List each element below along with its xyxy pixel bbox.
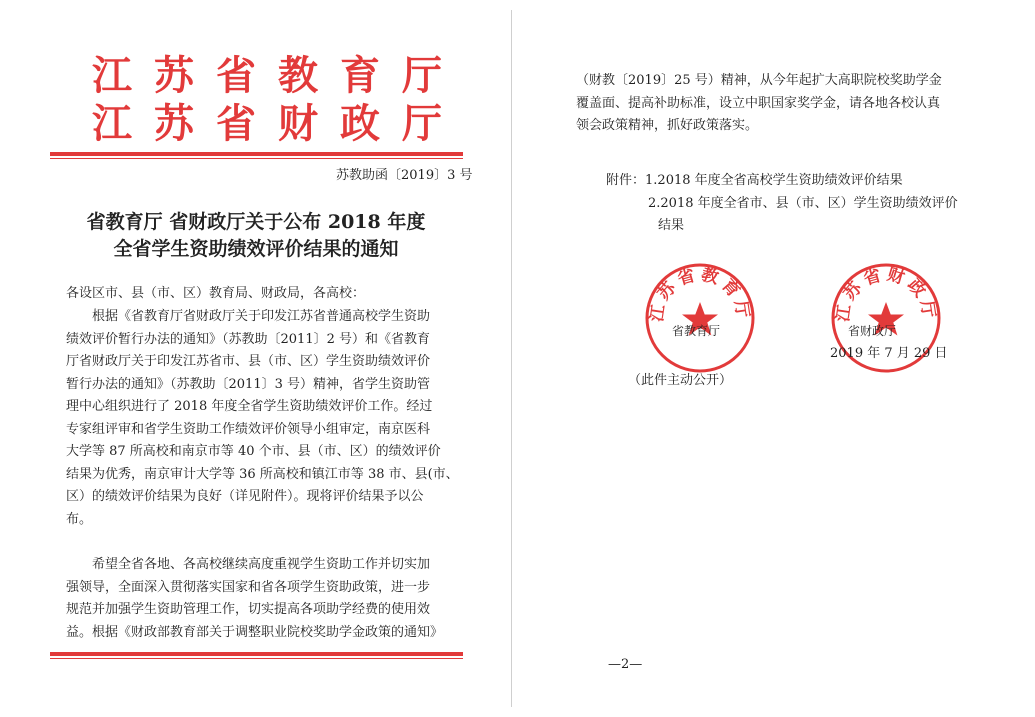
paragraph-line: 领会政策精神，抓好政策落实。 xyxy=(576,118,759,133)
issuer-header-education: 江苏省教育厅 xyxy=(92,52,464,99)
document-title-line2: 全省学生资助绩效评价结果的通知 xyxy=(113,238,399,260)
paragraph-line: 专家组评审和省学生资助工作绩效评价领导小组审定，南京医科 xyxy=(66,421,431,437)
page-divider xyxy=(511,10,512,707)
header-red-rule-thin xyxy=(50,158,463,159)
public-disclosure-note: （此件主动公开） xyxy=(628,373,733,388)
document-title-line1: 省教育厅 省财政厅关于公布 2018 年度 xyxy=(86,211,426,233)
paragraph-line: 益。根据《财政部教育部关于调整职业院校奖助学金政策的通知》 xyxy=(66,624,444,640)
footer-red-rule xyxy=(50,652,463,656)
paragraph-line: 规范并加强学生资助管理工作，切实提高各项助学经费的使用效 xyxy=(66,602,431,617)
attachments-label: 附件： xyxy=(606,173,646,188)
document-number: 苏教助函〔2019〕3 号 xyxy=(336,168,473,183)
header-red-rule xyxy=(50,152,463,156)
page-number: —2— xyxy=(608,657,643,672)
attachments-list xyxy=(606,170,958,238)
paragraph-line: 布。 xyxy=(66,511,93,527)
attachment-item-2-cont: 结果 xyxy=(658,218,685,233)
paragraph-line: 覆盖面、提高补助标准，设立中职国家奖学金，请各地各校认真 xyxy=(576,95,941,111)
paragraph-line: 根据《省教育厅省财政厅关于印发江苏省普通高校学生资助 xyxy=(92,309,431,324)
svg-text:江苏省财政厅: 江苏省财政厅 xyxy=(833,264,939,324)
recipients: 各设区市、县（市、区）教育局、财政局，各高校： xyxy=(66,286,366,301)
paragraph-line: 强领导，全面深入贯彻落实国家和省各项学生资助政策，进一步 xyxy=(66,579,431,595)
paragraph-line: 大学等 87 所高校和南京市等 40 个市、县（市、区）的绩效评价 xyxy=(66,444,441,459)
document-page-left xyxy=(0,0,512,717)
paragraph-line: 区）的绩效评价结果为良好（详见附件）。现将评价结果予以公 xyxy=(66,489,424,504)
issue-date: 2019 年 7 月 29 日 xyxy=(830,346,948,361)
paragraph-line: 绩效评价暂行办法的通知》（苏教助〔2011〕2 号）和《省教育 xyxy=(66,331,430,347)
paragraph-line: 暂行办法的通知》（苏教助〔2011〕3 号）精神，省学生资助管 xyxy=(66,376,430,392)
paragraph-line: 理中心组织进行了 2018 年度全省学生资助绩效评价工作。经过 xyxy=(66,399,433,414)
paragraph-1 xyxy=(66,306,459,531)
continuation-paragraph xyxy=(576,70,942,138)
document-page-right xyxy=(514,0,1035,717)
signatory-finance: 省财政厅 xyxy=(848,324,897,338)
attachment-item-1: 1.2018 年度全省高校学生资助绩效评价结果 xyxy=(645,173,903,188)
education-dept-seal-icon xyxy=(644,262,756,374)
paragraph-line: 结果为优秀，南京审计大学等 36 所高校和镇江市等 38 市、县(市、 xyxy=(66,466,459,482)
svg-text:江苏省教育厅: 江苏省教育厅 xyxy=(647,264,753,324)
paragraph-line: 厅省财政厅关于印发江苏省市、县（市、区）学生资助绩效评价 xyxy=(66,354,431,369)
paragraph-2 xyxy=(66,554,443,644)
footer-red-rule-thin xyxy=(50,658,463,659)
attachment-item-2: 2.2018 年度全省市、县（市、区）学生资助绩效评价 xyxy=(648,195,958,211)
signatory-education: 省教育厅 xyxy=(672,324,721,338)
paragraph-line: （财教〔2019〕25 号）精神，从今年起扩大高职院校奖助学金 xyxy=(576,73,942,88)
paragraph-line: 希望全省各地、各高校继续高度重视学生资助工作并切实加 xyxy=(92,557,431,572)
issuer-header-finance: 江苏省财政厅 xyxy=(92,100,464,147)
